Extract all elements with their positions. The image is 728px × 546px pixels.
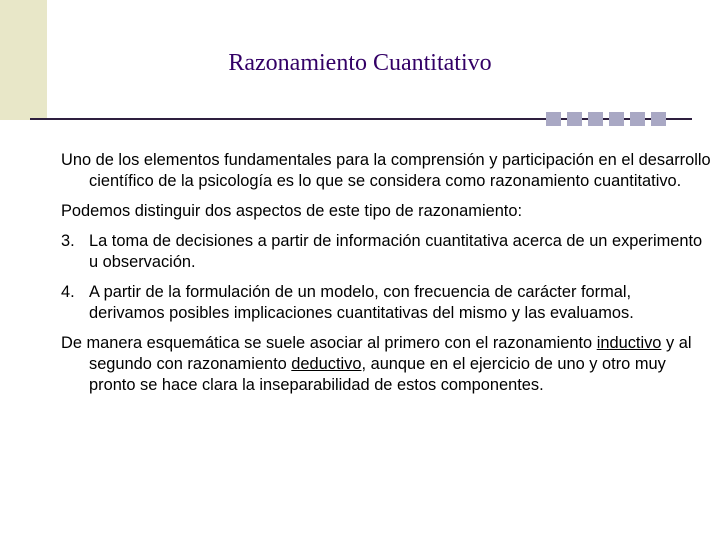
conclusion-paragraph [61, 333, 711, 396]
divider-blocks [546, 112, 666, 126]
list-item-number: 4. [61, 283, 75, 301]
list-item-text: A partir de la formulación de un modelo, con frecuencia de carácter formal, derivamos posibles implicaciones cuantitativas del mismo y las evaluamos. [89, 283, 634, 322]
aspects-paragraph: Podemos distinguir dos aspectos de este tipo de razonamiento: [61, 202, 523, 220]
slide-body [61, 150, 711, 405]
divider-block [609, 112, 624, 126]
inductive-term: inductivo [596, 334, 662, 352]
list-item-number: 3. [61, 232, 75, 250]
intro-paragraph: Uno de los elementos fundamentales para la comprensión y participación en el desarrollo científico de la psicología es lo que se considera como razonamiento cuantitativo. [61, 151, 711, 190]
conclusion-text-2: y al segundo con razonamiento [89, 334, 692, 373]
deductive-term: deductivo [291, 355, 362, 373]
list-item-text: La toma de decisiones a partir de información cuantitativa acerca de un experimento u observación. [89, 232, 703, 271]
slide-title: Razonamiento Cuantitativo [228, 50, 492, 76]
conclusion-text-1: De manera esquemática se suele asociar al primero con el razonamiento [61, 334, 597, 352]
list-item [61, 282, 711, 324]
divider-block [630, 112, 645, 126]
list-item [61, 231, 711, 273]
divider-block [567, 112, 582, 126]
divider-block [588, 112, 603, 126]
divider-block [546, 112, 561, 126]
conclusion-text-3: , aunque en el ejercicio de uno y otro muy pronto se hace clara la inseparabilidad de estos componentes. [89, 355, 666, 394]
divider-block [651, 112, 666, 126]
